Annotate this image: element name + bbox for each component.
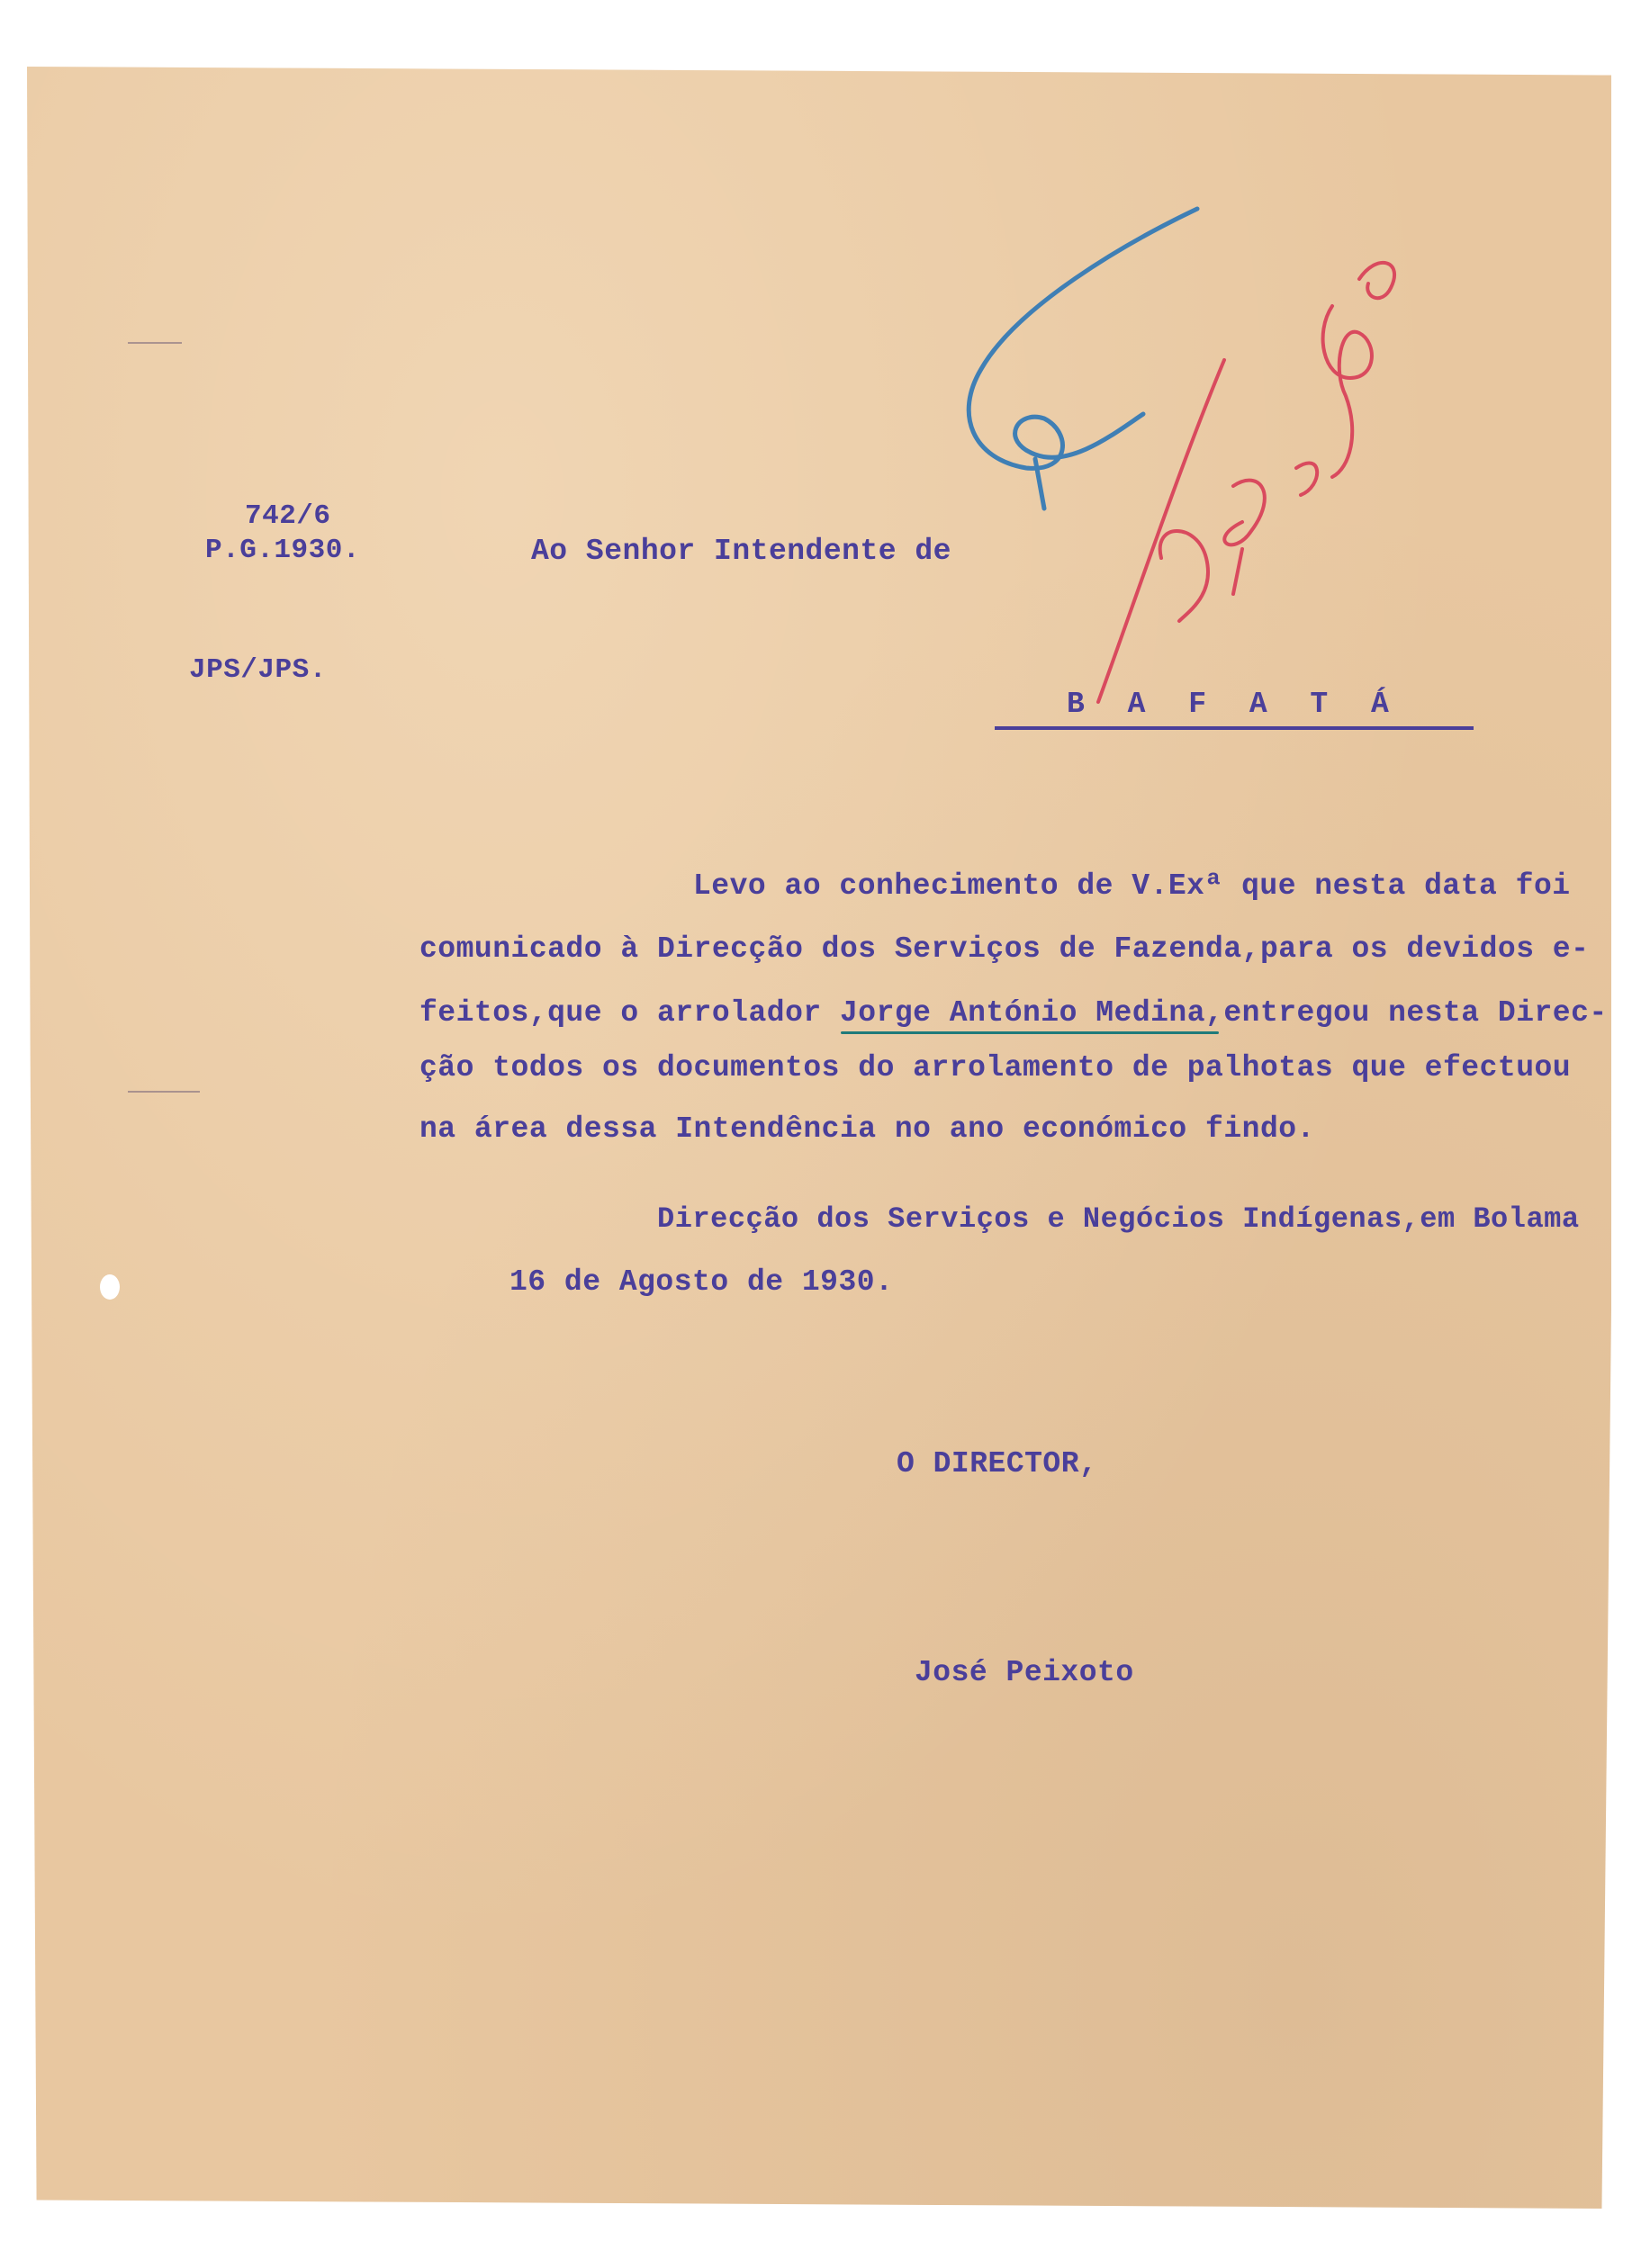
fold-line-middle (128, 1091, 200, 1093)
addressee-line: Ao Senhor Intendente de (531, 535, 951, 568)
body-line-5: na área dessa Intendência no ano económico findo. (419, 1112, 1315, 1146)
reference-series: P.G.1930. (205, 535, 360, 566)
punch-hole (100, 1274, 120, 1300)
handwritten-annotations (936, 198, 1440, 738)
blue-pencil-mark (969, 209, 1197, 508)
fold-line-top (128, 342, 182, 344)
signature-name: José Peixoto (915, 1656, 1134, 1689)
body-line-4: ção todos os documentos do arrolamento de palhotas que efectuou (419, 1051, 1572, 1084)
name-underline (841, 1031, 1219, 1034)
body-line-1: Levo ao conhecimento de V.Exª que nesta data foi (693, 869, 1571, 903)
body-line-2: comunicado à Direcção dos Serviços de Fazenda,para os devidos e- (419, 932, 1590, 966)
red-pencil-mark (1098, 263, 1394, 702)
body-line-3: feitos,que o arrolador Jorge António Medina,entregou nesta Direc- (419, 996, 1608, 1030)
closing-place-line: Direcção dos Serviços e Negócios Indígenas,em Bolama (657, 1202, 1580, 1236)
addressee-town: B A F A T Á (995, 688, 1474, 730)
closing-date-line: 16 de Agosto de 1930. (509, 1265, 894, 1299)
reference-number: 742/6 (245, 500, 331, 532)
signature-title: O DIRECTOR, (897, 1447, 1098, 1480)
typist-initials: JPS/JPS. (189, 654, 327, 686)
